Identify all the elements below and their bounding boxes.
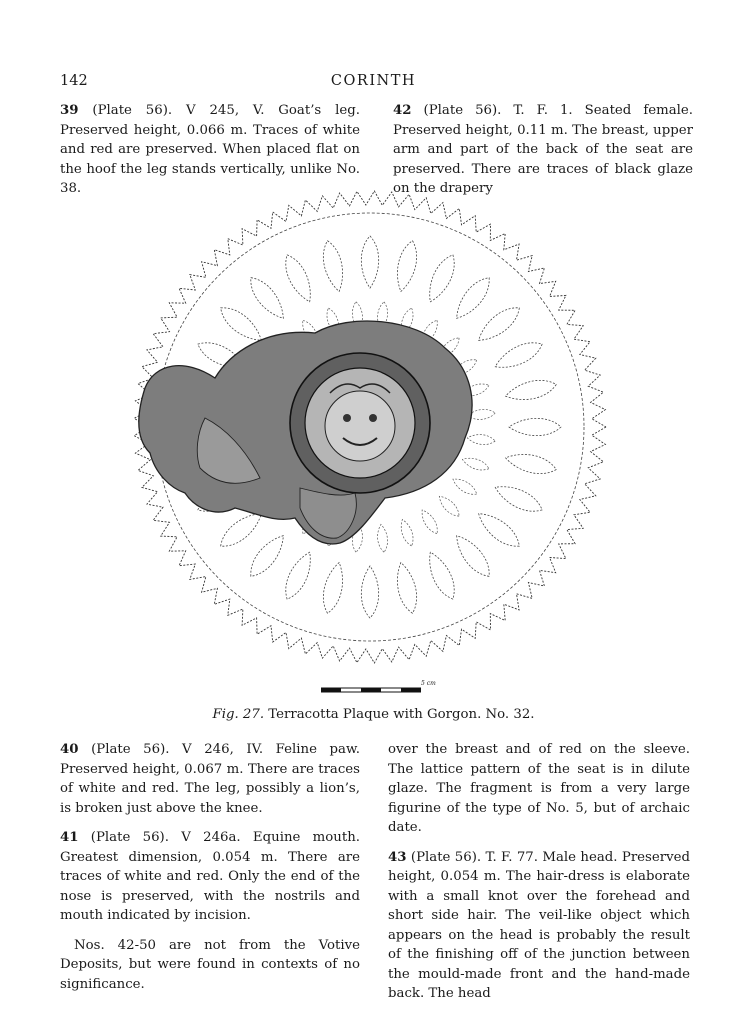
palmette-petal (504, 376, 559, 404)
figure-caption-text: Terracotta Plaque with Gorgon. No. 32. (268, 707, 535, 722)
palmette-petal (509, 418, 561, 435)
palmette-petal (319, 239, 347, 294)
small-petal (398, 518, 416, 548)
gorgon-face (325, 391, 395, 461)
entry-paragraph (60, 101, 360, 199)
entry-number: 39 (60, 103, 79, 118)
small-petal (450, 475, 479, 498)
palmette-petal (279, 251, 317, 305)
palmette-petal (361, 566, 378, 618)
small-petal (436, 493, 463, 520)
palmette-petal (504, 449, 559, 477)
entry-text: Nos. 42-50 are not from the Votive Deposits, but were found in contexts of no significance. (60, 937, 360, 992)
palmette-petal (450, 272, 496, 323)
entry-paragraph (388, 740, 690, 838)
entry-paragraph (60, 740, 360, 818)
entry-text: (Plate 56). V 245, V. Goat’s leg. Preserved height, 0.066 m. Traces of white and red are preserved. When placed flat on the hoof the leg stands vertically, unlike No. 38. (60, 103, 360, 196)
entry-paragraph (393, 101, 693, 199)
entry-paragraph (60, 828, 360, 926)
palmette-petal (473, 507, 524, 553)
entry-paragraph (388, 848, 690, 1004)
entry-number: 40 (60, 742, 79, 757)
entry-number: 43 (388, 849, 407, 865)
running-title: CORINTH (330, 73, 417, 89)
small-petal (418, 507, 441, 536)
palmette-petal (450, 530, 496, 581)
palmette-petal (319, 561, 347, 616)
gorgon-plaque-drawing (115, 188, 625, 666)
figure-label: Fig. 27. (212, 707, 265, 722)
palmette-petal (492, 336, 546, 374)
gorgon-left-eye (343, 414, 351, 422)
palmette-petal (279, 549, 317, 603)
figure-caption (0, 707, 747, 722)
palmette-petal (423, 549, 461, 603)
scale-bar (321, 686, 421, 694)
gorgon-right-eye (369, 414, 377, 422)
entry-text: (Plate 56). T. F. 77. Male head. Preserved height, 0.054 m. The hair-dress is elaborate with a small knot over the forehead and short side hair. The veil-like object which appears on the head is probably the result of the finishing off of the junction between the mould-made front and the hand-made back. The head (388, 849, 690, 1001)
palmette-petal (473, 301, 524, 347)
entry-text: (Plate 56). V 246, IV. Feline paw. Preserved height, 0.067 m. There are traces of white and red. The leg, possibly a lion’s, is broken just above the knee. (60, 742, 360, 816)
palmette-petal (392, 239, 420, 294)
small-petal (467, 433, 496, 446)
small-petal (461, 455, 491, 473)
text-column-bottom-right (388, 740, 690, 1014)
entry-text: (Plate 56). V 246a. Equine mouth. Greatest dimension, 0.054 m. There are traces of white and red. Only the end of the nose is preserved, with the nostrils and mouth indicated by incision. (60, 830, 360, 923)
palmette-petal (392, 561, 420, 616)
palmette-petal (423, 251, 461, 305)
small-petal (376, 524, 389, 553)
note-paragraph (60, 936, 360, 995)
entry-number: 41 (60, 830, 79, 845)
palmette-petal (244, 530, 290, 581)
scale-label: 5 cm (421, 680, 436, 687)
plaque-illustration (115, 188, 625, 666)
palmette-petal (492, 480, 546, 518)
entry-text: over the breast and of red on the sleeve. The lattice pattern of the seat is in dilute glaze. The fragment is from a very large figurine of the type of No. 5, but of archaic date. (388, 742, 690, 835)
entry-text: (Plate 56). T. F. 1. Seated female. Preserved height, 0.11 m. The breast, upper arm and part of the back of the seat are preserved. There are traces of black glaze on the drapery (393, 103, 693, 196)
palmette-petal (244, 272, 290, 323)
palmette-petal (361, 236, 378, 288)
entry-number: 42 (393, 103, 412, 118)
page-number: 142 (60, 73, 88, 89)
text-column-bottom-left (60, 740, 360, 1004)
